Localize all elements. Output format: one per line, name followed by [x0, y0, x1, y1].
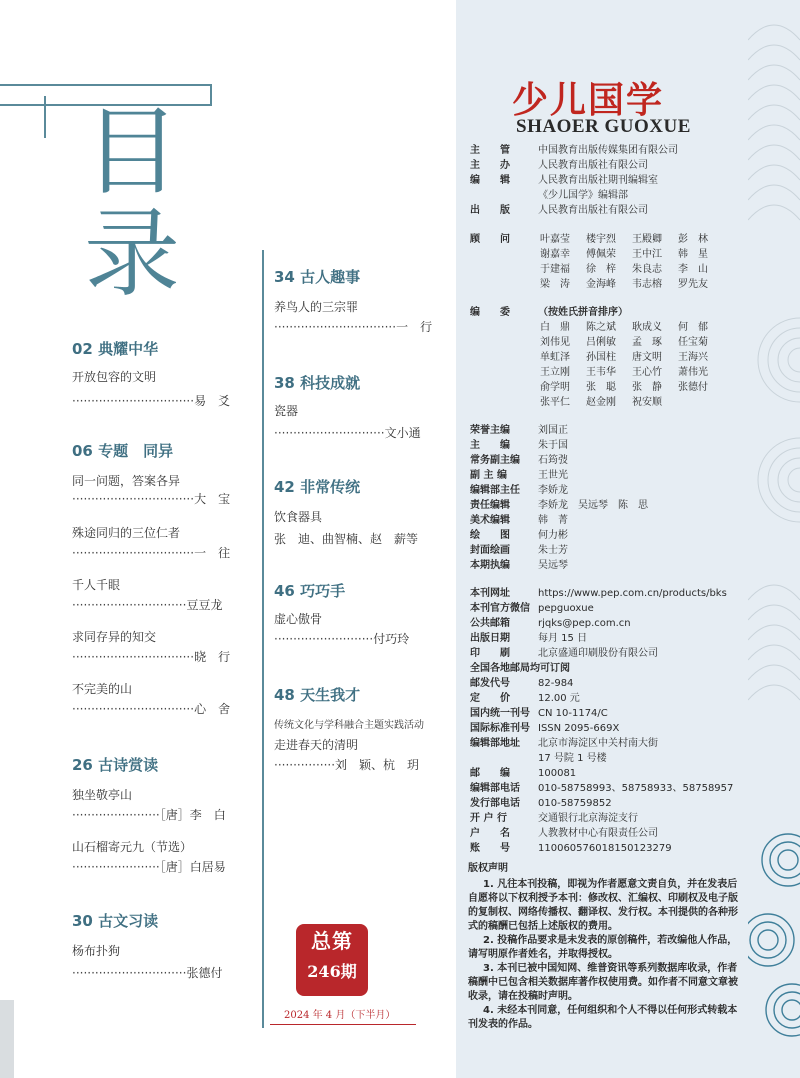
- issue-stamp-line2: 246期: [307, 962, 357, 981]
- toc-author: ································一 行: [274, 320, 433, 334]
- copyright-statement: [468, 862, 746, 1032]
- website-link[interactable]: https://www.pep.com.cn/products/bks: [538, 588, 727, 599]
- info-row: 国际标准刊号 ISSN 2095-669X: [470, 723, 620, 734]
- info-row: 国内统一刊号 CN 10-1174/C: [470, 708, 608, 719]
- board-list: 白 鼎 陈之斌 耿成义 何 郁 刘伟见 吕俐敏 孟 琢 任宝菊 单虹泽 孙国柱 唐文明 王海兴 王立刚 王韦华 王心竹 萧伟光 俞学明 张 聪 张 静 张德付 张平仁 赵金刚 祝安顺: [540, 322, 708, 408]
- toc-author: ································易 爻: [72, 394, 231, 408]
- board-label: 编 委 （按姓氏拼音排序）: [470, 307, 628, 318]
- info-row: 荣誉主编 刘国正: [470, 425, 568, 436]
- toc-item[interactable]: 走进春天的清明: [274, 738, 359, 752]
- info-row: 本刊官方微信 pepguoxue: [470, 603, 594, 614]
- toc-author: ················刘 颖、杭 玥: [274, 758, 420, 772]
- info-row: 主 办 人民教育出版社有限公司: [470, 160, 648, 171]
- info-row: 户 名 人教教材中心有限责任公司: [470, 828, 658, 839]
- toc-item[interactable]: 瓷器: [274, 404, 299, 418]
- toc-item[interactable]: 同一问题，答案各异: [72, 474, 181, 488]
- info-row: 绘 图 何力彬: [470, 530, 568, 541]
- toc-item[interactable]: 虚心傲骨: [274, 612, 323, 626]
- wave-pattern-decoration: [748, 0, 800, 1078]
- toc-item[interactable]: 开放包容的文明: [72, 370, 157, 384]
- toc-item[interactable]: 养鸟人的三宗罪: [274, 300, 359, 314]
- publisher-info: [470, 143, 678, 218]
- toc-author: ·······················［唐］白居易: [72, 860, 226, 874]
- section-title[interactable]: 26 古诗赏读: [72, 756, 159, 774]
- toc-author: 张 迪、曲智楠、赵 薪等: [274, 532, 419, 546]
- info-row: 常务副主编 石筠弢: [470, 455, 568, 466]
- advisors-label: 顾 问: [470, 234, 510, 245]
- toc-item[interactable]: 杨布扑狗: [72, 944, 121, 958]
- section-title[interactable]: 02 典耀中华: [72, 340, 159, 358]
- issue-stamp: [296, 924, 368, 996]
- info-row: 全国各地邮局均可订阅: [470, 663, 570, 674]
- info-row: 封面绘画 朱士芳: [470, 545, 568, 556]
- staff-list: [470, 423, 648, 573]
- toc-author: ································晓 行: [72, 650, 231, 664]
- toc-item[interactable]: 求同存异的知交: [72, 630, 157, 644]
- info-row: 账 号 110060576018150123279: [470, 843, 672, 854]
- info-row: 主 编 朱于国: [470, 440, 568, 451]
- info-row: 邮发代号 82-984: [470, 678, 574, 689]
- issue-stamp-line1: 总第: [311, 929, 353, 953]
- info-row: 17 号院 1 号楼: [538, 753, 607, 764]
- toc-item[interactable]: 饮食器具: [274, 510, 323, 524]
- toc-item[interactable]: 山石榴寄元九（节选）: [72, 840, 193, 854]
- heading-char-mu: 目: [84, 96, 180, 208]
- toc-item[interactable]: 独坐敬亭山: [72, 788, 133, 802]
- toc-item[interactable]: 殊途同归的三位仁者: [72, 526, 181, 540]
- info-row: 编辑部电话 010-58758993、58758933、58758957: [470, 783, 734, 794]
- info-row: 编 辑 人民教育出版社期刊编辑室: [470, 175, 658, 186]
- toc-author: ······························豆豆龙: [72, 598, 223, 612]
- info-row: 印 刷 北京盛通印刷股份有限公司: [470, 648, 658, 659]
- section-title[interactable]: 38 科技成就: [274, 374, 361, 392]
- edge-strip: [0, 1000, 14, 1078]
- copyright-paragraph: 3. 本刊已被中国知网、维普资讯等系列数据库收录，作者稿酬中已包含相关数据库著作权使用费。如作者不同意文章被收录，请在投稿时声明。: [468, 963, 738, 1002]
- info-row: 《少儿国学》编辑部: [538, 190, 628, 201]
- advisors-list: 叶嘉莹 楼宇烈 王殿卿 彭 林 谢嘉幸 傅佩荣 王中江 韩 星 于建福 徐 梓 朱良志 李 山 梁 涛 金海峰 韦志榕 罗先友: [540, 234, 708, 290]
- toc-item[interactable]: 不完美的山: [72, 682, 133, 696]
- toc-author: ································心 舍: [72, 702, 231, 716]
- info-row: 责任编辑 李娇龙 吴远琴 陈 思: [470, 500, 648, 511]
- copyright-paragraph: 2. 投稿作品要求是未发表的原创稿件，若改编他人作品，请写明原作者姓名，并取得授权。: [468, 935, 738, 960]
- section-title[interactable]: 48 天生我才: [274, 686, 361, 704]
- section-title[interactable]: 46 巧巧手: [274, 582, 346, 600]
- magazine-logo-en: SHAOER GUOXUE: [516, 116, 691, 137]
- heading-frame-stem: [44, 96, 46, 138]
- info-row: 邮 编 100081: [470, 768, 577, 779]
- copyright-title: 版权声明: [468, 863, 508, 874]
- info-row: 编辑部地址 北京市海淀区中关村南大街: [470, 738, 658, 749]
- info-row: 副 主 编 王世光: [470, 470, 568, 481]
- info-row: 编辑部主任 李娇龙: [470, 485, 568, 496]
- copyright-paragraph: 1. 凡往本刊投稿，即视为作者愿意文责自负，并在发表后自愿将以下权利授予本刊：修改权、汇编权、印刷权及电子版的复制权、网络传播权、翻译权、发行权。本刊提供的各种形式的稿酬已包括上述版权的费用。: [468, 879, 738, 932]
- toc-author: ··························付巧玲: [274, 632, 410, 646]
- toc-author: ·····························文小通: [274, 426, 421, 440]
- info-row: 发行部电话 010-58759852: [470, 798, 612, 809]
- toc-author: ······························张德付: [72, 966, 223, 980]
- info-row: 定 价 12.00 元: [470, 693, 580, 704]
- info-row: 出 版 人民教育出版社有限公司: [470, 205, 648, 216]
- info-row: 出版日期 每月 15 日: [470, 633, 588, 644]
- date-underline: [270, 1024, 416, 1025]
- info-row: 本刊网址 https://www.pep.com.cn/products/bks: [470, 588, 727, 599]
- section-title[interactable]: 30 古文习读: [72, 912, 159, 930]
- toc-author: ································一 往: [72, 546, 231, 560]
- toc-author: ································大 宝: [72, 492, 231, 506]
- contact-list: [470, 586, 733, 856]
- section-title[interactable]: 42 非常传统: [274, 478, 361, 496]
- toc-author: ·······················［唐］李 白: [72, 808, 226, 822]
- toc-item[interactable]: 千人千眼: [72, 578, 121, 592]
- toc-item-subtitle: 传统文化与学科融合主题实践活动: [274, 720, 424, 731]
- issue-date: 2024 年 4 月（下半月）: [284, 1010, 396, 1021]
- info-row: 主 管 中国教育出版传媒集团有限公司: [470, 145, 678, 156]
- copyright-paragraph: 4. 未经本刊同意，任何组织和个人不得以任何形式转载本刊发表的作品。: [468, 1005, 738, 1030]
- info-row: 美术编辑 韩 菁: [470, 515, 568, 526]
- info-row: 公共邮箱 rjqks@pep.com.cn: [470, 618, 631, 629]
- section-title[interactable]: 34 古人趣事: [274, 268, 361, 286]
- section-title[interactable]: 06 专题 同异: [72, 442, 174, 460]
- info-row: 开 户 行 交通银行北京海淀支行: [470, 813, 638, 824]
- info-row: 本期执编 吴远琴: [470, 560, 568, 571]
- magazine-logo: 少儿国学: [512, 79, 665, 121]
- heading-char-lu: 录: [84, 198, 180, 310]
- email-link[interactable]: rjqks@pep.com.cn: [538, 618, 631, 629]
- column-divider: [262, 250, 264, 1028]
